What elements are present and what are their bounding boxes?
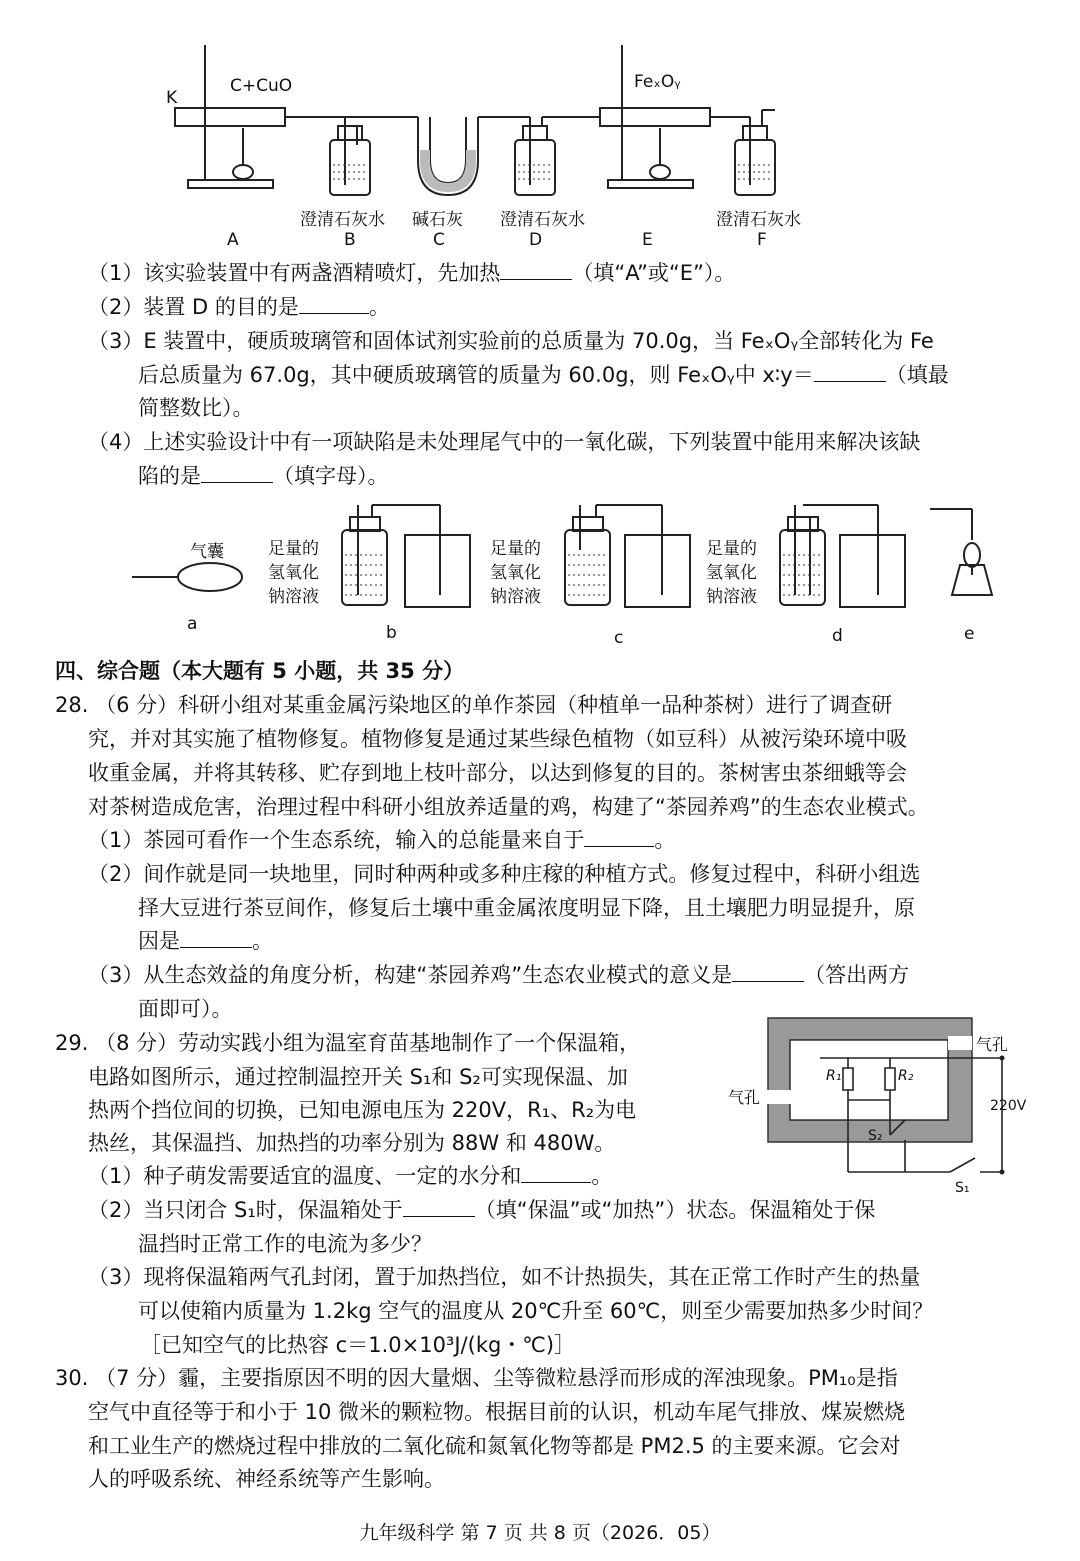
letter-b: B (344, 230, 356, 250)
q29-part2-line2: 温挡时正常工作的电流为多少？ (138, 1232, 432, 1256)
q29-line4: 热丝，其保温挡、加热挡的功率分别为 88W 和 480W。 (88, 1131, 616, 1155)
q27-part3-line3: 简整数比）。 (138, 396, 254, 420)
letter-c: C (433, 230, 445, 250)
label-naoh-d: 足量的 氢氧化 钠溶液 (706, 539, 757, 607)
circuit-vent-left: 气孔 (728, 1088, 761, 1107)
q27-part4-line2: 陷的是 （填字母）。 (138, 464, 389, 488)
label-naoh-b: 足量的 氢氧化 钠溶液 (268, 539, 319, 607)
q29-part3-line2: 可以使箱内质量为 1.2kg 空气的温度从 20℃升至 60℃，则至少需要加热多少时间？ (138, 1299, 934, 1323)
section-heading: 四、综合题（本大题有 5 小题，共 35 分） (55, 659, 465, 683)
letter-d: D (529, 230, 543, 250)
label-bottle-d: 澄清石灰水 (500, 210, 585, 230)
option-letter-c: c (614, 628, 624, 648)
q28-line1: 28. （6 分）科研小组对某重金属污染地区的单作茶园（种植单一品种茶树）进行了调查研 (55, 693, 893, 717)
q30-line2: 空气中直径等于和小于 10 微米的颗粒物。根据目前的认识，机动车尾气排放、煤炭燃烧 (88, 1400, 906, 1424)
q28-line2: 究，并对其实施了植物修复。植物修复是通过某些绿色植物（如豆科）从被污染环境中吸 (88, 727, 907, 751)
q28-line4: 对茶树造成危害，治理过程中科研小组放养适量的鸡，构建了“茶园养鸡”的生态农业模式。 (88, 795, 929, 819)
q27-part2: （2）装置 D 的目的是 。 (88, 295, 390, 319)
letter-a: A (227, 230, 239, 250)
q27-part3-line2: 后总质量为 67.0g，其中硬质玻璃管的质量为 60.0g，则 FeₓOᵧ中 x∶y＝ （填最 (138, 363, 949, 387)
circuit-vent-right: 气孔 (976, 1035, 1009, 1054)
q30-line3: 和工业生产的燃烧过程中排放的二氧化硫和氮氧化物等都是 PM2.5 的主要来源。它会对 (88, 1434, 901, 1458)
circuit-voltage-label: 220V (990, 1098, 1027, 1114)
q28-part2-line2: 择大豆进行茶豆间作，修复后土壤中重金属浓度明显下降，且土壤肥力明显提升，原 (138, 896, 915, 920)
label-bottle-c: 碱石灰 (412, 210, 463, 230)
q29-part3-line3: ［已知空气的比热容 c＝1.0×10³J/(kg・℃)］ (140, 1333, 576, 1357)
q28-part3-line1: （3）从生态效益的角度分析，构建“茶园养鸡”生态农业模式的意义是 （答出两方 (88, 963, 910, 987)
circuit-r1-label: R₁ (826, 1068, 842, 1084)
circuit-s1-label: S₁ (955, 1180, 970, 1196)
page-footer: 九年级科学 第 7 页 共 8 页（2026．05） (359, 1522, 721, 1544)
q29-part3-line1: （3）现将保温箱两气孔封闭，置于加热挡位，如不计热损失，其在正常工作时产生的热量 (88, 1265, 921, 1289)
q29-part2-line1: （2）当只闭合 S₁时，保温箱处于 （填“保温”或“加热”）状态。保温箱处于保 (88, 1198, 876, 1222)
option-letter-e: e (964, 624, 975, 644)
q27-part4-line1: （4）上述实验设计中有一项缺陷是未处理尾气中的一氧化碳，下列装置中能用来解决该缺 (88, 430, 921, 454)
q29-line3: 热两个挡位间的切换，已知电源电压为 220V，R₁、R₂为电 (88, 1098, 637, 1122)
q28-part3-line2: 面即可）。 (138, 997, 233, 1021)
label-fexoy: FeₓOᵧ (634, 72, 681, 92)
label-bottle-b: 澄清石灰水 (300, 210, 385, 230)
label-balloon: 气囊 (190, 542, 224, 562)
letter-e: E (642, 230, 653, 250)
q30-line4: 人的呼吸系统、神经系统等产生影响。 (88, 1467, 445, 1491)
letter-f: F (757, 230, 767, 250)
label-k: K (166, 88, 178, 108)
circuit-r2-label: R₂ (898, 1068, 914, 1084)
label-ccuo: C+CuO (230, 76, 293, 96)
option-letter-b: b (386, 623, 397, 643)
option-letter-a: a (187, 614, 198, 634)
q28-line3: 收重金属，并将其转移、贮存到地上枝叶部分，以达到修复的目的。茶树害虫茶细蛾等会 (88, 761, 907, 785)
q28-part2-line1: （2）间作就是同一块地里，同时种两种或多种庄稼的种植方式。修复过程中，科研小组选 (88, 862, 921, 886)
q29-line2: 电路如图所示，通过控制温控开关 S₁和 S₂可实现保温、加 (88, 1065, 628, 1089)
q27-part3-line1: （3）E 装置中，硬质玻璃管和固体试剂实验前的总质量为 70.0g，当 FeₓOᵧ全部转化为 Fe (88, 329, 934, 353)
q29-part1: （1）种子萌发需要适宜的温度、一定的水分和 。 (88, 1164, 613, 1188)
q28-part1: （1）茶园可看作一个生态系统，输入的总能量来自于 。 (88, 828, 676, 852)
q30-line1: 30. （7 分）霾，主要指原因不明的因大量烟、尘等微粒悬浮而形成的浑浊现象。PM₁₀是指 (55, 1366, 898, 1390)
option-letter-d: d (832, 626, 843, 646)
q29-line1: 29. （8 分）劳动实践小组为温室育苗基地制作了一个保温箱， (55, 1031, 641, 1055)
label-naoh-c: 足量的 氢氧化 钠溶液 (490, 539, 541, 607)
circuit-s2-label: S₂ (868, 1128, 883, 1144)
q27-part1: （1）该实验装置中有两盏酒精喷灯，先加热 （填“A”或“E”）。 (88, 261, 736, 285)
label-bottle-f: 澄清石灰水 (716, 210, 801, 230)
q28-part2-line3: 因是 。 (138, 929, 273, 953)
